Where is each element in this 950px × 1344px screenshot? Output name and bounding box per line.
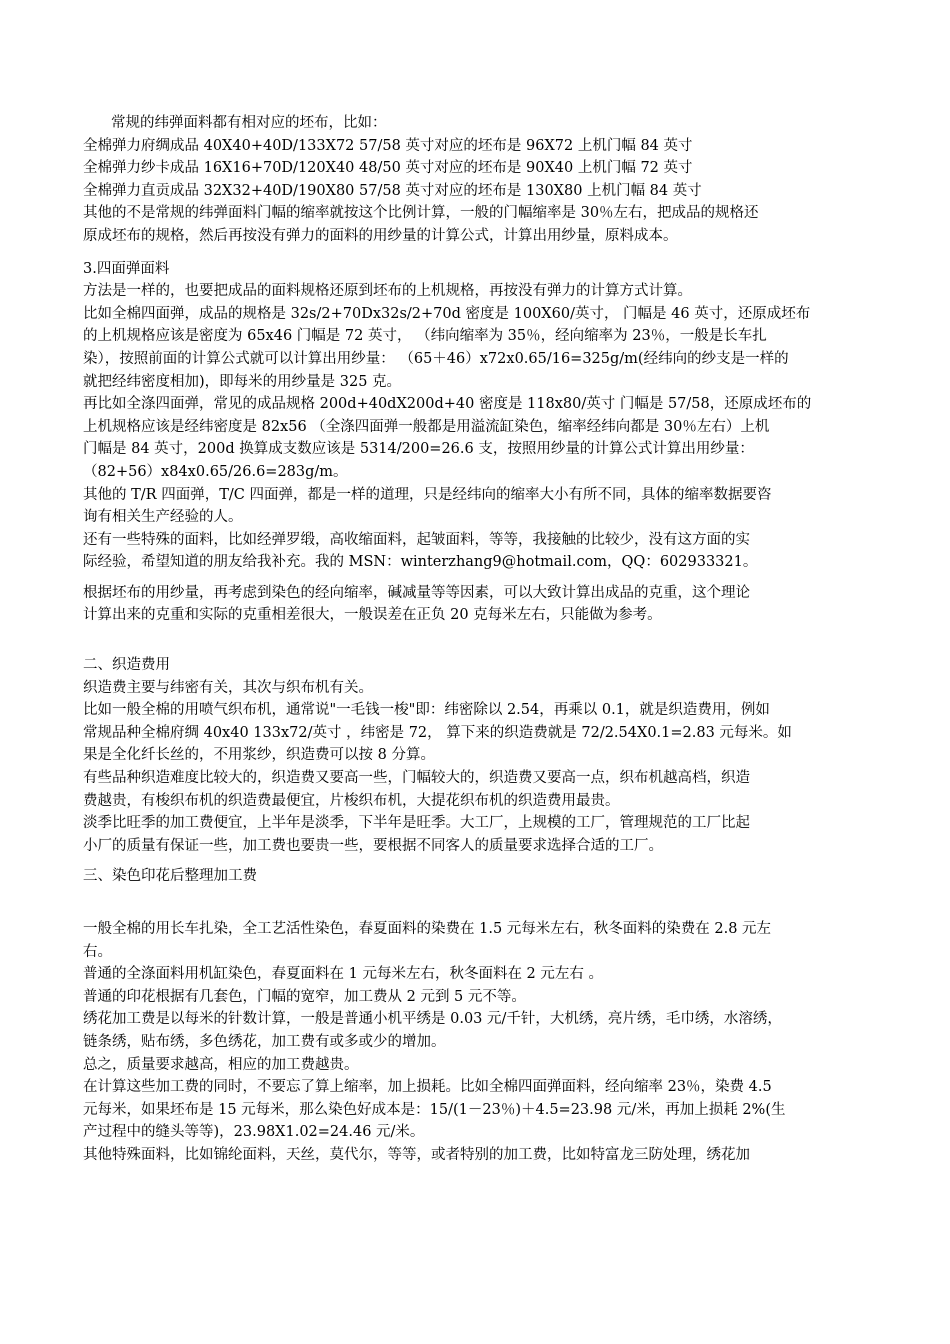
paragraph-line: 产过程中的缝头等等)，23.98X1.02=24.46 元/米。 (83, 1124, 425, 1141)
paragraph-line: 右。 (83, 943, 112, 960)
paragraph-line: 全棉弹力直贡成品 32X32+40D/190X80 57/58 英寸对应的坯布是 130X80 上机门幅 84 英寸 (83, 182, 702, 199)
paragraph-line: （82+56）x84x0.65/26.6=283g/m。 (83, 463, 348, 480)
paragraph-line: 其他特殊面料，比如锦纶面料，天丝，莫代尔，等等，或者特别的加工费，比如特富龙三防处理，绣花加 (83, 1146, 750, 1163)
section-heading: 三、染色印花后整理加工费 (83, 868, 257, 885)
paragraph-line: 计算出来的克重和实际的克重相差很大，一般误差在正负 20 克每米左右，只能做为参考。 (83, 607, 662, 624)
paragraph-line: 有些品种织造难度比较大的，织造费又要高一些，门幅较大的，织造费又要高一点，织布机越高档，织造 (83, 770, 750, 787)
section-weft-stretch (83, 112, 883, 248)
paragraph-line: 淡季比旺季的加工费便宜，上半年是淡季，下半年是旺季。大工厂，上规模的工厂，管理规范的工厂比起 (83, 815, 750, 832)
section-heading: 3.四面弹面料 (83, 260, 170, 277)
paragraph-line: 询有相关生产经验的人。 (83, 509, 243, 526)
paragraph-line: 门幅是 84 英寸，200d 换算成支数应该是 5314/200=26.6 支，按照用纱量的计算公式计算出用纱量： (83, 441, 754, 458)
paragraph-line: 元每米，如果坯布是 15 元每米，那么染色好成本是：15/(1－23％)＋4.5=23.98 元/米，再加上损耗 2%(生 (83, 1101, 786, 1118)
paragraph-line: 还有一些特殊的面料，比如经弹罗缎，高收缩面料，起皱面料，等等，我接触的比较少，没有这方面的实 (83, 531, 750, 548)
paragraph-line: 小厂的质量有保证一些，加工费也要贵一些，要根据不同客人的质量要求选择合适的工厂。 (83, 837, 663, 854)
paragraph-line: 普通的印花根据有几套色，门幅的宽窄，加工费从 2 元到 5 元不等。 (83, 988, 526, 1005)
paragraph-line: 费越贵，有梭织布机的织造费最便宜，片梭织布机，大提花织布机的织造费用最贵。 (83, 792, 620, 809)
paragraph-line: 染），按照前面的计算公式就可以计算出用纱量： （65＋46）x72x0.65/16=325g/m(经纬向的纱支是一样的 (83, 350, 789, 367)
paragraph-line: 一般全棉的用长车扎染，全工艺活性染色，春夏面料的染费在 1.5 元每米左右，秋冬面料的染费在 2.8 元左 (83, 921, 772, 937)
paragraph-line: 就把经纬密度相加)，即每米的用纱量是 325 克。 (83, 373, 402, 390)
section-gram-weight (83, 582, 883, 627)
paragraph-line: 织造费主要与纬密有关，其次与织布机有关。 (83, 679, 373, 696)
section-four-way-stretch (83, 258, 883, 574)
paragraph-line: 原成坯布的规格，然后再按没有弹力的面料的用纱量的计算公式，计算出用纱量，原料成本。 (83, 227, 678, 244)
paragraph-line: 常规品种全棉府绸 40x40 133x72/英寸 ，纬密是 72， 算下来的织造费就是 72/2.54X0.1=2.83 元每米。如 (83, 724, 792, 741)
paragraph-line: 普通的全涤面料用机缸染色，春夏面料在 1 元每米左右，秋冬面料在 2 元左右 。 (83, 966, 603, 983)
paragraph-line: 再比如全涤四面弹，常见的成品规格 200d+40dX200d+40 密度是 118x80/英寸 门幅是 57/58，还原成坯布的 (83, 396, 812, 413)
paragraph-line: 总之，质量要求越高，相应的加工费越贵。 (83, 1056, 359, 1073)
section-dyeing-cost (83, 918, 883, 1167)
paragraph-line: 的上机规格应该是密度为 65x46 门幅是 72 英寸， （纬向缩率为 35％，经向缩率为 23％，一般是长车扎 (83, 328, 767, 345)
paragraph-line: 在计算这些加工费的同时，不要忘了算上缩率，加上损耗。比如全棉四面弹面料，经向缩率 23％，染费 4.5 (83, 1079, 772, 1096)
paragraph-line: 上机规格应该是经纬密度是 82x56 （全涤四面弹一般都是用溢流缸染色，缩率经纬向都是 30％左右）上机 (83, 418, 770, 435)
paragraph-line: 全棉弹力纱卡成品 16X16+70D/120X40 48/50 英寸对应的坯布是 90X40 上机门幅 72 英寸 (83, 160, 693, 177)
paragraph-line: 际经验，希望知道的朋友给我补充。我的 MSN：winterzhang9@hotmail.com，QQ：602933321。 (83, 554, 758, 571)
paragraph-line: 绣花加工费是以每米的针数计算，一般是普通小机平绣是 0.03 元/千针，大机绣，亮片绣，毛巾绣，水溶绣， (83, 1011, 782, 1028)
section-weaving-cost (83, 654, 883, 857)
paragraph-line: 果是全化纤长丝的，不用浆纱，织造费可以按 8 分算。 (83, 747, 435, 764)
paragraph-line: 其他的不是常规的纬弹面料门幅的缩率就按这个比例计算，一般的门幅缩率是 30％左右，把成品的规格还 (83, 205, 759, 222)
paragraph-line: 常规的纬弹面料都有相对应的坯布，比如： (111, 115, 387, 131)
paragraph-line: 全棉弹力府绸成品 40X40+40D/133X72 57/58 英寸对应的坯布是 96X72 上机门幅 84 英寸 (83, 137, 693, 154)
document-page (83, 112, 883, 1167)
section-heading: 二、织造费用 (83, 657, 170, 674)
paragraph-line: 根据坯布的用纱量，再考虑到染色的经向缩率，碱减量等等因素，可以大致计算出成品的克重，这个理论 (83, 584, 750, 601)
paragraph-line: 比如全棉四面弹，成品的规格是 32s/2+70Dx32s/2+70d 密度是 100X60/英寸， 门幅是 46 英寸，还原成坯布 (83, 305, 811, 322)
paragraph-line: 其他的 T/R 四面弹，T/C 四面弹，都是一样的道理，只是经纬向的缩率大小有所不同，具体的缩率数据要咨 (83, 486, 772, 503)
paragraph-line: 比如一般全棉的用喷气织布机，通常说"一毛钱一梭"即：纬密除以 2.54，再乘以 0.1，就是织造费用，例如 (83, 702, 770, 719)
paragraph-line: 方法是一样的，也要把成品的面料规格还原到坯布的上机规格，再按没有弹力的计算方式计算。 (83, 283, 692, 300)
section-dyeing-heading (83, 865, 883, 888)
paragraph-line: 链条绣，贴布绣，多色绣花，加工费有或多或少的增加。 (83, 1033, 446, 1050)
